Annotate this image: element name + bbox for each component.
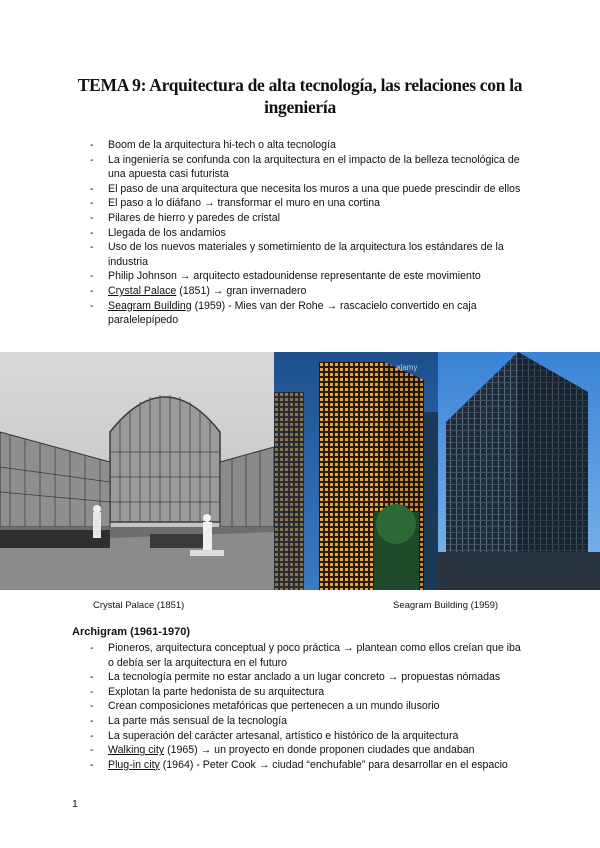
list-item: [0, 758, 528, 773]
bullet-dash: -: [90, 671, 94, 684]
bullet-dash: -: [90, 744, 94, 757]
bullet-dash: -: [90, 729, 94, 742]
item-text: Crean composiciones metafóricas que pertenecen a un mundo ilusorio: [108, 700, 440, 713]
underlined-term: Seagram Building: [108, 299, 192, 312]
list-item: [0, 729, 528, 744]
bullet-dash: -: [90, 241, 94, 254]
bullet-dash: -: [90, 685, 94, 698]
photo-strip: [0, 352, 600, 590]
list-item: [0, 685, 528, 700]
item-text: Explotan la parte hedonista de su arquitectura: [108, 685, 325, 698]
list-item: [0, 714, 528, 729]
bullet-dash: -: [90, 642, 94, 654]
caption-seagram-building: Seagram Building (1959): [393, 600, 499, 611]
bullet-dash: -: [90, 714, 94, 727]
watermark-text: alamy: [396, 363, 418, 372]
item-text: Uso de los nuevos materiales y sometimiento de la arquitectura los estándares de la industria: [108, 241, 504, 268]
archigram-bullet-list: [0, 641, 528, 772]
item-text: Llegada de los andamios: [108, 226, 226, 239]
list-item: [0, 153, 528, 182]
list-item: [0, 641, 528, 670]
list-item: [0, 196, 528, 211]
list-item: [0, 699, 528, 714]
item-text: La superación del carácter artesanal, artístico e histórico de la arquitectura: [108, 729, 459, 742]
underlined-term: Walking city: [108, 744, 165, 757]
item-text: Pioneros, arquitectura conceptual y poco práctica → plantean como ellos creían que iba o debía ser la arquitectura en el futuro: [108, 642, 521, 669]
bullet-dash: -: [90, 153, 94, 166]
bullet-dash: -: [90, 700, 94, 713]
list-item: [0, 269, 528, 284]
item-text: El paso a lo diáfano → transformar el muro en una cortina: [108, 197, 381, 210]
caption-crystal-palace: Crystal Palace (1851): [93, 600, 185, 611]
bullet-dash: -: [90, 299, 94, 312]
bullet-dash: -: [90, 211, 94, 224]
list-item: [0, 211, 528, 226]
bullet-dash: -: [90, 226, 94, 239]
list-item: [0, 240, 528, 269]
bullet-dash: -: [90, 182, 94, 195]
list-item: [0, 138, 528, 153]
list-item: [0, 743, 528, 758]
page-title: TEMA 9: Arquitectura de alta tecnología, las relaciones con la ingeniería: [77, 75, 523, 117]
item-text: La tecnología permite no estar anclado a un lugar concreto → propuestas nómadas: [108, 671, 501, 684]
list-item: [0, 299, 528, 328]
bullet-dash: -: [90, 270, 94, 283]
item-text: (1964) - Peter Cook → ciudad “enchufable” para desarrollar en el espacio: [159, 758, 508, 771]
page-number: 1: [72, 798, 78, 810]
item-text: (1959) - Mies van der Rohe → rascacielo convertido en caja paralelepípedo: [108, 299, 477, 327]
intro-bullet-list: [0, 138, 528, 328]
underlined-term: Crystal Palace: [108, 284, 177, 297]
item-text: Pilares de hierro y paredes de cristal: [108, 211, 280, 224]
list-item: [0, 670, 528, 685]
list-item: [0, 284, 528, 299]
item-text: Boom de la arquitectura hi-tech o alta tecnología: [108, 139, 336, 151]
crystal-palace-photo: [0, 352, 274, 590]
underlined-term: Plug-in city: [108, 758, 160, 771]
item-text: (1965) → un proyecto en donde proponen ciudades que andaban: [164, 744, 475, 757]
item-text: La ingeniería se confunda con la arquitectura en el impacto de la belleza tecnológica de una apuesta casi futurista: [108, 153, 520, 181]
item-text: (1851) → gran invernadero: [176, 284, 307, 297]
list-item: [0, 226, 528, 241]
list-item: [0, 182, 528, 197]
item-text: La parte más sensual de la tecnología: [108, 714, 288, 727]
bullet-dash: -: [90, 197, 94, 210]
seagram-day-photo: [438, 352, 600, 590]
item-text: Philip Johnson → arquitecto estadounidense representante de este movimiento: [108, 270, 481, 283]
bullet-dash: -: [90, 139, 94, 151]
item-text: El paso de una arquitectura que necesita los muros a una que puede prescindir de ellos: [108, 182, 521, 195]
bullet-dash: -: [90, 758, 94, 771]
section-heading: Archigram (1961-1970): [72, 626, 191, 638]
bullet-dash: -: [90, 284, 94, 297]
seagram-night-photo: [274, 352, 438, 590]
